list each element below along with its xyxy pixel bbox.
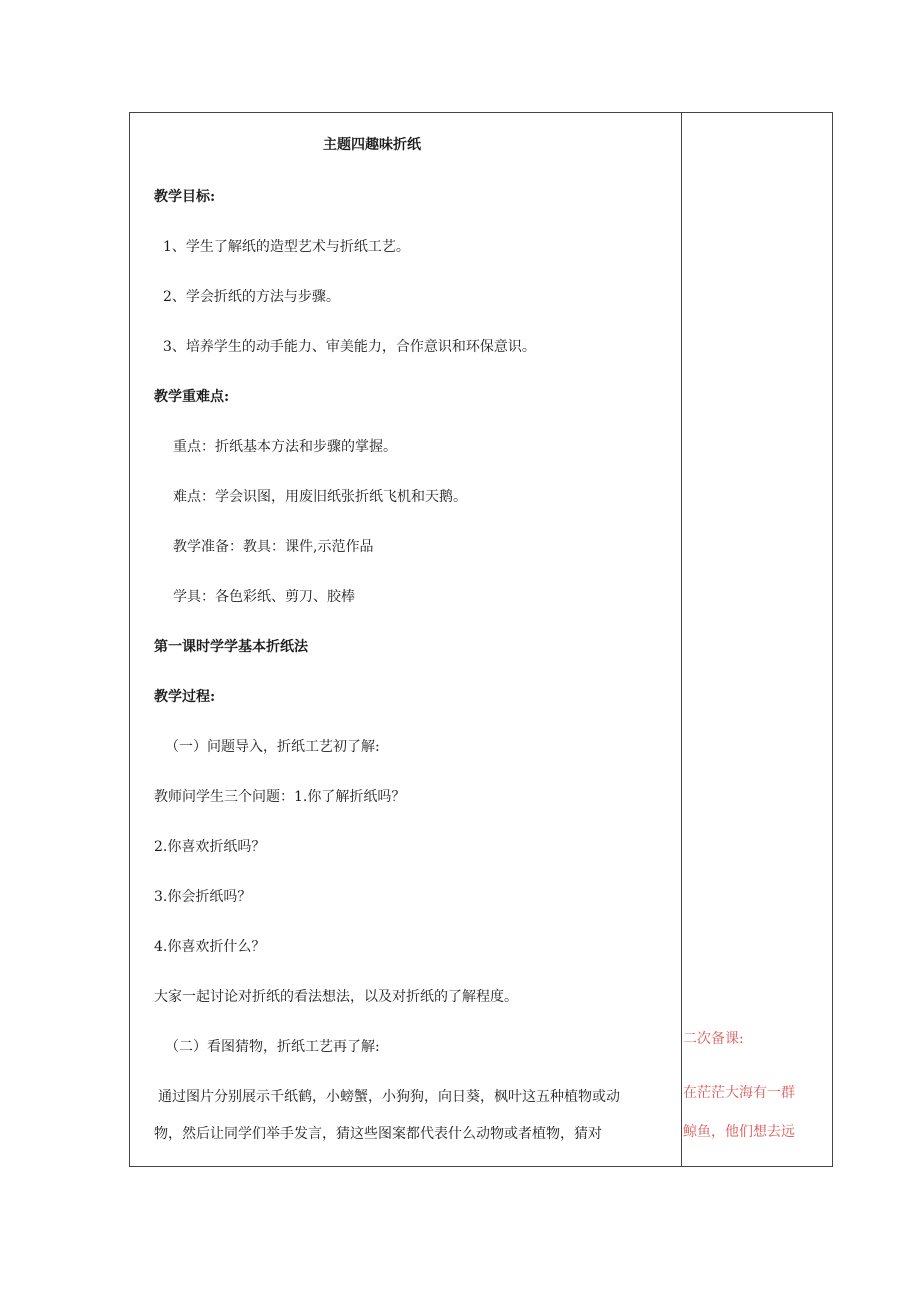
lesson-plan-table xyxy=(129,112,833,1167)
difficulties-heading: 教学重难点: xyxy=(154,389,230,405)
key-point: 重点：折纸基本方法和步骤的掌握。 xyxy=(173,439,397,455)
objective-item-3: 3、培养学生的动手能力、审美能力，合作意识和环保意识。 xyxy=(163,339,536,355)
paragraph-line-1: 通过图片分别展示千纸鹤，小螃蟹，小狗狗，向日葵，枫叶这五种植物或动 xyxy=(158,1089,620,1105)
teacher-prep: 教学准备：教具：课件,示范作品 xyxy=(173,539,374,555)
question-3: 3.你会折纸吗？ xyxy=(154,889,252,905)
side-note-line-1: 在茫茫大海有一群 xyxy=(683,1085,795,1101)
discussion-text: 大家一起讨论对折纸的看法想法，以及对折纸的了解程度。 xyxy=(154,989,518,1005)
question-2: 2.你喜欢折纸吗？ xyxy=(154,839,266,855)
question-1: 教师问学生三个问题：1.你了解折纸吗？ xyxy=(154,789,406,805)
process-step-2: （二）看图猜物，折纸工艺再了解: xyxy=(165,1039,380,1055)
column-divider xyxy=(681,113,682,1166)
question-4: 4.你喜欢折什么？ xyxy=(154,939,266,955)
student-prep: 学具：各色彩纸、剪刀、胶棒 xyxy=(173,589,355,605)
objective-item-2: 2、学会折纸的方法与步骤。 xyxy=(163,289,340,305)
page-title: 主题四趣味折纸 xyxy=(323,137,421,153)
objective-item-1: 1、学生了解纸的造型艺术与折纸工艺。 xyxy=(163,239,410,255)
process-heading: 教学过程: xyxy=(154,689,216,705)
process-step-1: （一）问题导入，折纸工艺初了解: xyxy=(165,739,380,755)
side-note-line-2: 鲸鱼，他们想去远 xyxy=(683,1124,795,1140)
side-note-heading: 二次备课: xyxy=(683,1031,744,1047)
objectives-heading: 教学目标: xyxy=(154,189,216,205)
hard-point: 难点：学会识图，用废旧纸张折纸飞机和天鹅。 xyxy=(173,489,467,505)
paragraph-line-2: 物，然后让同学们举手发言，猜这些图案都代表什么动物或者植物，猜对 xyxy=(154,1126,602,1142)
lesson-title: 第一课时学学基本折纸法 xyxy=(154,639,308,655)
